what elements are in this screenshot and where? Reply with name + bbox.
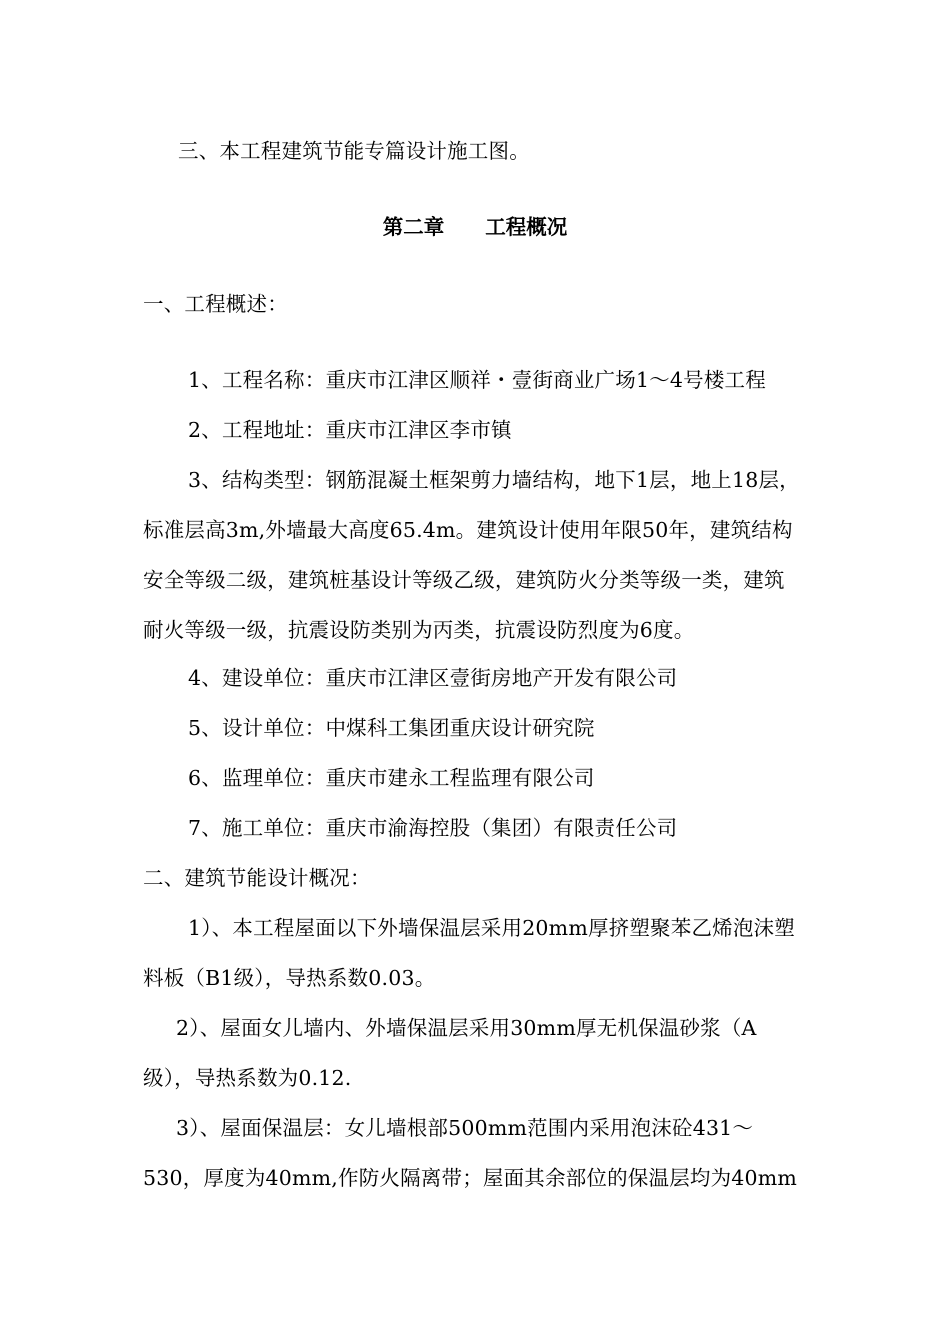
structure-type-continued: 标准层高3m,外墙最大高度65.4m。建筑设计使用年限50年，建筑结构 [143,518,793,542]
supervisor-item: 6、监理单位：重庆市建永工程监理有限公司 [188,766,595,790]
section1-title: 一、工程概述： [143,292,288,316]
energy-item-3-continued: 530，厚度为40mm,作防火隔离带；屋面其余部位的保温层均为40mm [143,1166,798,1190]
contractor-item: 7、施工单位：重庆市渝海控股（集团）有限责任公司 [188,816,678,840]
structure-type-continued: 耐火等级一级，抗震设防类别为丙类，抗震设防烈度为6度。 [143,618,695,642]
structure-type-continued: 安全等级二级，建筑桩基设计等级乙级，建筑防火分类等级一类，建筑 [143,568,785,592]
structure-type-item: 3、结构类型：钢筋混凝土框架剪力墙结构，地下1层，地上18层， [188,468,800,492]
energy-item-1: 1）、本工程屋面以下外墙保温层采用20mm厚挤塑聚苯乙烯泡沫塑 [188,916,795,940]
chapter-title: 第二章 工程概况 [382,215,568,239]
section2-title: 二、建筑节能设计概况： [143,866,371,890]
energy-item-2-continued: 级），导热系数为0.12. [143,1066,352,1090]
energy-item-3: 3）、屋面保温层：女儿墙根部500mm范围内采用泡沫砼431～ [176,1116,754,1140]
energy-item-1-continued: 料板（B1级），导热系数0.03。 [143,966,436,990]
developer-item: 4、建设单位：重庆市江津区壹街房地产开发有限公司 [188,666,678,690]
project-address-item: 2、工程地址：重庆市江津区李市镇 [188,418,512,442]
intro-item: 三、本工程建筑节能专篇设计施工图。 [178,139,530,163]
project-name-item: 1、工程名称：重庆市江津区顺祥・壹街商业广场1～4号楼工程 [188,368,766,392]
designer-item: 5、设计单位：中煤科工集团重庆设计研究院 [188,716,595,740]
energy-item-2: 2）、屋面女儿墙内、外墙保温层采用30mm厚无机保温砂浆（A [176,1016,757,1040]
